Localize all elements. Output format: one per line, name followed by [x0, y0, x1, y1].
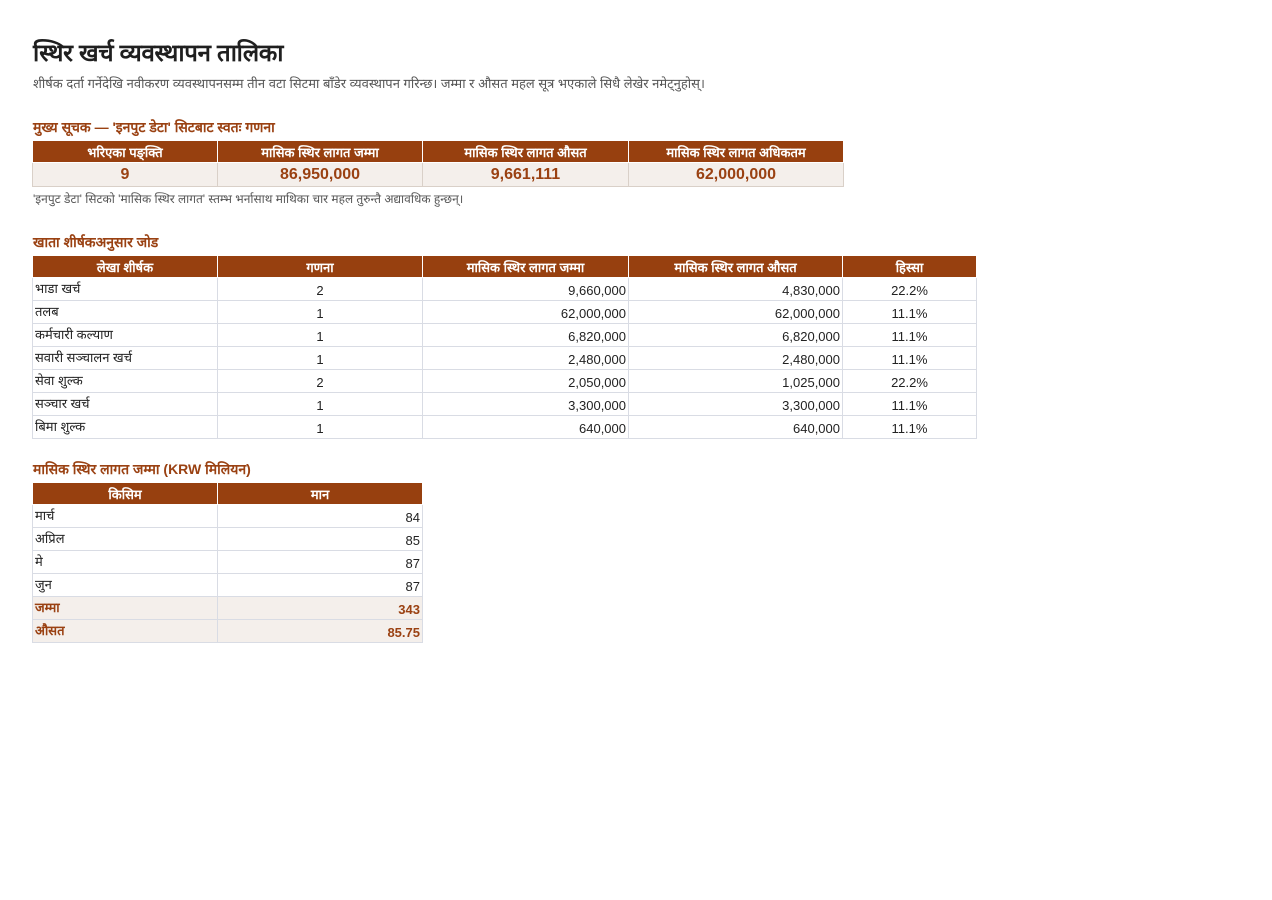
monthly-value-cell[interactable]: 85 — [218, 528, 423, 551]
account-title-cell[interactable]: सञ्चार खर्च — [33, 393, 218, 416]
account-total-cell[interactable]: 62,000,000 — [423, 301, 629, 324]
monthly-average-row — [33, 620, 423, 643]
monthly-average-value[interactable]: 85.75 — [218, 620, 423, 643]
kpi-note: 'इनपुट डेटा' सिटको 'मासिक स्थिर लागत' स्तम्भ भर्नासाथ माथिका चार महल तुरुन्तै अद्यावधिक हुन्छन्। — [33, 192, 464, 206]
account-total-cell[interactable]: 3,300,000 — [423, 393, 629, 416]
account-share-cell[interactable]: 11.1% — [843, 393, 977, 416]
kpi-monthly-max-value[interactable]: 62,000,000 — [629, 163, 844, 187]
account-title-cell[interactable]: कर्मचारी कल्याण — [33, 324, 218, 347]
page-title: स्थिर खर्च व्यवस्थापन तालिका — [33, 40, 284, 67]
monthly-kind-cell[interactable]: जुन — [33, 574, 218, 597]
account-title-cell[interactable]: सेवा शुल्क — [33, 370, 218, 393]
kpi-header-monthly-max[interactable]: मासिक स्थिर लागत अधिकतम — [629, 141, 844, 163]
monthly-total-row — [33, 597, 423, 620]
account-count-cell[interactable]: 2 — [218, 370, 423, 393]
monthly-kind-cell[interactable]: मार्च — [33, 505, 218, 528]
table-row — [33, 393, 977, 416]
table-row — [33, 505, 423, 528]
monthly-header-kind[interactable]: किसिम — [33, 483, 218, 505]
kpi-filled-rows-value[interactable]: 9 — [33, 163, 218, 187]
monthly-total-label[interactable]: जम्मा — [33, 597, 218, 620]
table-row — [33, 574, 423, 597]
account-header-title[interactable]: लेखा शीर्षक — [33, 256, 218, 278]
monthly-average-label[interactable]: औसत — [33, 620, 218, 643]
account-total-cell[interactable]: 2,480,000 — [423, 347, 629, 370]
account-header-share[interactable]: हिस्सा — [843, 256, 977, 278]
table-row — [33, 416, 977, 439]
monthly-table — [32, 482, 423, 643]
account-total-cell[interactable]: 9,660,000 — [423, 278, 629, 301]
kpi-header-monthly-total[interactable]: मासिक स्थिर लागत जम्मा — [218, 141, 423, 163]
account-average-cell[interactable]: 3,300,000 — [629, 393, 843, 416]
monthly-section-title: मासिक स्थिर लागत जम्मा (KRW मिलियन) — [33, 461, 251, 477]
table-row — [33, 301, 977, 324]
kpi-table — [32, 140, 844, 187]
account-header-count[interactable]: गणना — [218, 256, 423, 278]
kpi-header-monthly-average[interactable]: मासिक स्थिर लागत औसत — [423, 141, 629, 163]
monthly-kind-cell[interactable]: मे — [33, 551, 218, 574]
account-share-cell[interactable]: 11.1% — [843, 324, 977, 347]
account-section-title: खाता शीर्षकअनुसार जोड — [33, 234, 159, 250]
kpi-monthly-average-value[interactable]: 9,661,111 — [423, 163, 629, 187]
account-title-cell[interactable]: भाडा खर्च — [33, 278, 218, 301]
account-total-cell[interactable]: 2,050,000 — [423, 370, 629, 393]
account-count-cell[interactable]: 2 — [218, 278, 423, 301]
table-row — [33, 324, 977, 347]
account-count-cell[interactable]: 1 — [218, 324, 423, 347]
account-header-total[interactable]: मासिक स्थिर लागत जम्मा — [423, 256, 629, 278]
monthly-value-cell[interactable]: 87 — [218, 574, 423, 597]
account-total-cell[interactable]: 6,820,000 — [423, 324, 629, 347]
monthly-total-value[interactable]: 343 — [218, 597, 423, 620]
kpi-section-title: मुख्य सूचक — 'इनपुट डेटा' सिटबाट स्वतः गणना — [33, 119, 275, 135]
monthly-kind-cell[interactable]: अप्रिल — [33, 528, 218, 551]
monthly-value-cell[interactable]: 87 — [218, 551, 423, 574]
kpi-header-filled-rows[interactable]: भरिएका पङ्क्ति — [33, 141, 218, 163]
account-share-cell[interactable]: 11.1% — [843, 301, 977, 324]
table-row — [33, 278, 977, 301]
account-count-cell[interactable]: 1 — [218, 416, 423, 439]
account-title-cell[interactable]: तलब — [33, 301, 218, 324]
account-count-cell[interactable]: 1 — [218, 347, 423, 370]
account-average-cell[interactable]: 62,000,000 — [629, 301, 843, 324]
account-share-cell[interactable]: 22.2% — [843, 278, 977, 301]
account-share-cell[interactable]: 22.2% — [843, 370, 977, 393]
account-title-cell[interactable]: सवारी सञ्चालन खर्च — [33, 347, 218, 370]
account-average-cell[interactable]: 4,830,000 — [629, 278, 843, 301]
account-total-cell[interactable]: 640,000 — [423, 416, 629, 439]
account-count-cell[interactable]: 1 — [218, 301, 423, 324]
account-share-cell[interactable]: 11.1% — [843, 416, 977, 439]
table-row — [33, 551, 423, 574]
account-summary-table — [32, 255, 977, 439]
monthly-value-cell[interactable]: 84 — [218, 505, 423, 528]
account-average-cell[interactable]: 6,820,000 — [629, 324, 843, 347]
account-average-cell[interactable]: 2,480,000 — [629, 347, 843, 370]
account-share-cell[interactable]: 11.1% — [843, 347, 977, 370]
table-row — [33, 528, 423, 551]
table-row — [33, 347, 977, 370]
table-row — [33, 370, 977, 393]
account-count-cell[interactable]: 1 — [218, 393, 423, 416]
account-header-average[interactable]: मासिक स्थिर लागत औसत — [629, 256, 843, 278]
account-title-cell[interactable]: बिमा शुल्क — [33, 416, 218, 439]
monthly-header-value[interactable]: मान — [218, 483, 423, 505]
page-subtitle: शीर्षक दर्ता गर्नेदेखि नवीकरण व्यवस्थापनसम्म तीन वटा सिटमा बाँडेर व्यवस्थापन गरिन्छ। जम्मा र औसत महल सूत्र भएकाले सिधै लेखेर नमेट्नुहोस्। — [33, 76, 705, 91]
account-average-cell[interactable]: 640,000 — [629, 416, 843, 439]
account-average-cell[interactable]: 1,025,000 — [629, 370, 843, 393]
kpi-monthly-total-value[interactable]: 86,950,000 — [218, 163, 423, 187]
